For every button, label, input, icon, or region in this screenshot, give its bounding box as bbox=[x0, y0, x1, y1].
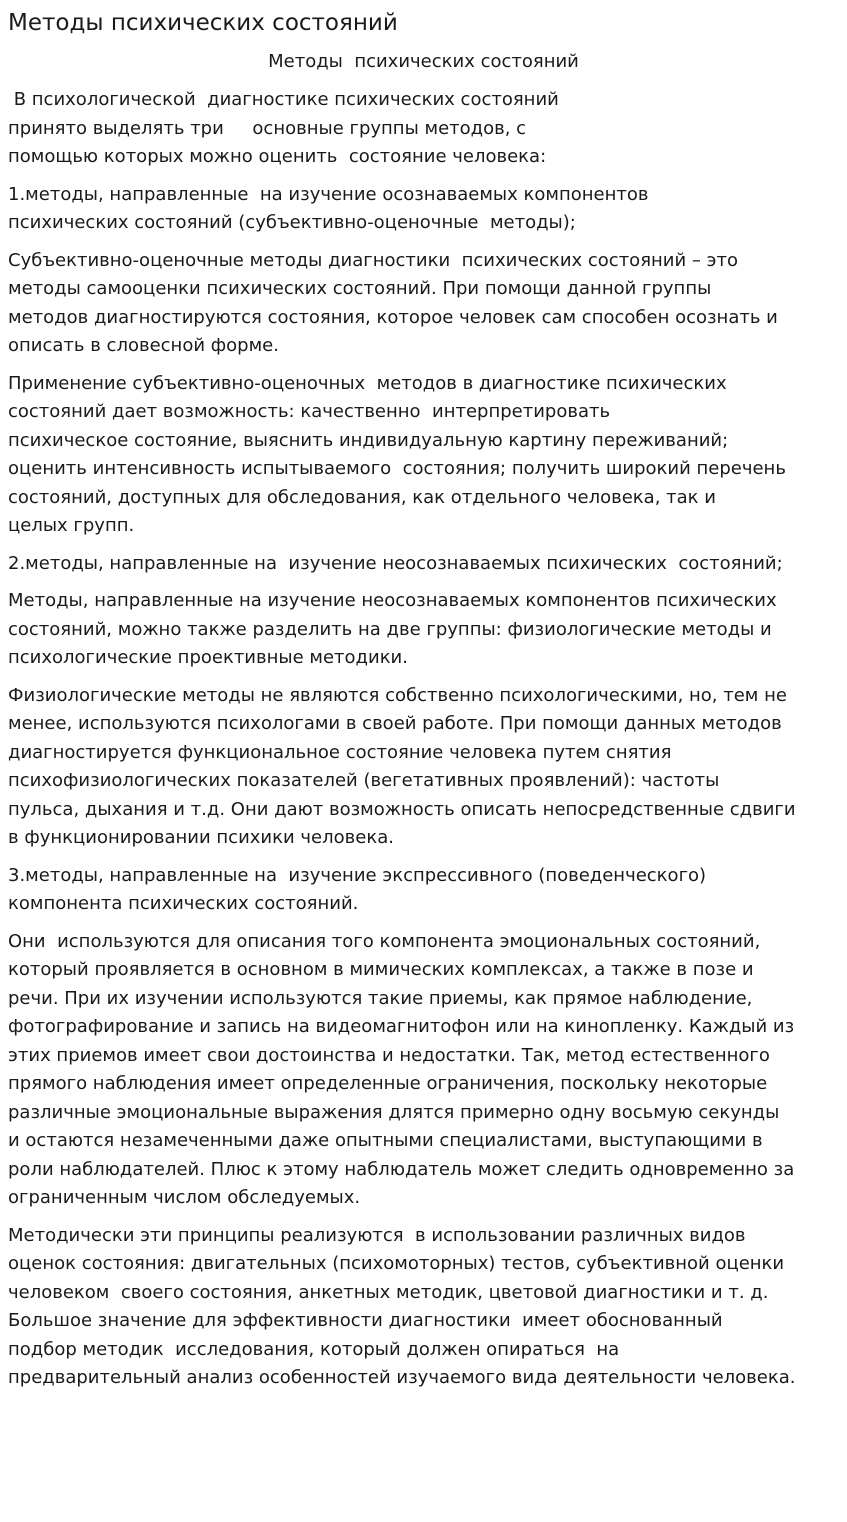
paragraph-physiological-methods: Физиологические методы не являются собственно психологическими, но, тем не менее, используются психологами в своей работе. При помощи данных методов диагностируется функциональное состояние человека путем снятия психофизиологических показателей (вегетативных проявлений): частоты пульса, дыхания и т.д. Они дают возможность описать непосредственные сдвиги в функционировании психики человека. bbox=[8, 684, 796, 848]
paragraph-unconscious-methods: Методы, направленные на изучение неосознаваемых компонентов психических состояний, можно также разделить на две группы: физиологические методы и психологические проективные методики. bbox=[8, 590, 777, 668]
paragraph-method-group-2: 2.методы, направленные на изучение неосознаваемых психических состояний; bbox=[8, 552, 783, 574]
paragraph-methodical-principles: Методически эти принципы реализуются в использовании различных видов оценок состояния: двигательных (психомоторных) тестов, субъективной оценки человеком своего состояния, анкетных методик, цветовой диагностики и т. д. Большое значение для эффективности диагностики имеет обоснованный подбор методик исследования, который должен опираться на предварительный анализ особенностей изучаемого вида деятельности человека. bbox=[8, 1224, 796, 1388]
paragraph-intro: В психологической диагностике психических состояний принято выделять три основные группы методов, с помощью которых можно оценить состояние человека: bbox=[8, 89, 559, 167]
document-body bbox=[8, 86, 839, 1393]
paragraph-expressive-methods: Они используются для описания того компонента эмоциональных состояний, который проявляется в основном в мимических комплексах, а также в позе и речи. При их изучении используются такие приемы, как прямое наблюдение, фотографирование и запись на видеомагнитофон или на кинопленку. Каждый из этих приемов имеет свои достоинства и недостатки. Так, метод естественного прямого наблюдения имеет определенные ограничения, поскольку некоторые различные эмоциональные выражения длятся примерно одну восьмую секунды и остаются незамеченными даже опытными специалистами, выступающими в роли наблюдателей. Плюс к этому наблюдатель может следить одновременно за ограниченным числом обследуемых. bbox=[8, 930, 795, 1208]
document-heading: Методы психических состояний bbox=[268, 51, 579, 72]
paragraph-subjective-application: Применение субъективно-оценочных методов в диагностике психических состояний дает возможность: качественно интерпретировать психическое состояние, выяснить индивидуальную картину переживаний; оценить интенсивность испытываемого состояния; получить широкий перечень состояний, доступных для обследования, как отдельного человека, так и целых групп. bbox=[8, 372, 786, 536]
paragraph-subjective-methods: Субъективно-оценочные методы диагностики психических состояний – это методы самооценки психических состояний. При помощи данной группы методов диагностируются состояния, которое человек сам способен осознать и описать в словесной форме. bbox=[8, 249, 778, 356]
page-title: Методы психических состояний bbox=[8, 10, 398, 36]
paragraph-method-group-1: 1.методы, направленные на изучение осознаваемых компонентов психических состояний (субъективно-оценочные методы); bbox=[8, 183, 649, 233]
paragraph-method-group-3: 3.методы, направленные на изучение экспрессивного (поведенческого) компонента психических состояний. bbox=[8, 864, 707, 914]
